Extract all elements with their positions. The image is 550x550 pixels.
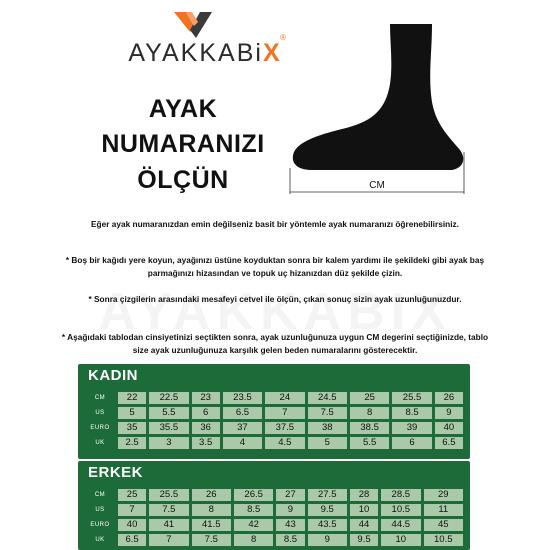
size-cell: 5.5 — [350, 437, 389, 449]
size-cell: 42 — [234, 519, 273, 531]
size-cell: 40 — [118, 519, 146, 531]
size-cell: 8.5 — [234, 504, 273, 516]
size-cell: 35.5 — [149, 422, 188, 434]
size-cell: 38.5 — [350, 422, 389, 434]
size-cell: 8.5 — [276, 534, 304, 546]
size-cell: 6.5 — [223, 407, 262, 419]
size-cell: 3 — [149, 437, 188, 449]
table-row — [85, 489, 463, 501]
size-cell: 26 — [192, 489, 231, 501]
step-2-paragraph: * Sonra çizgilerin arasındaki mesafeyi cetvel ile ölçün, çıkan sonuç sizin ayak uzunluğunuzdur. — [88, 294, 462, 304]
size-cell: 35 — [118, 422, 146, 434]
brand-wordmark — [105, 39, 305, 68]
brand-prefix: AYAKKABi — [128, 39, 263, 67]
size-cell: 8 — [192, 504, 231, 516]
size-cell: 41 — [149, 519, 188, 531]
size-cell: 38 — [308, 422, 347, 434]
size-cell: 37 — [223, 422, 262, 434]
size-cell: 41.5 — [192, 519, 231, 531]
row-label: EURO — [85, 422, 115, 434]
size-cell: 5.5 — [149, 407, 188, 419]
registered-mark: ® — [280, 33, 286, 42]
size-cell: 6 — [192, 407, 220, 419]
size-cell: 26 — [435, 392, 463, 404]
size-cell: 9 — [435, 407, 463, 419]
size-cell: 5 — [308, 437, 347, 449]
men-size-grid — [82, 486, 466, 549]
men-size-table — [78, 461, 470, 550]
women-table-title: KADIN — [88, 367, 138, 384]
table-row — [85, 407, 463, 419]
size-cell: 23.5 — [223, 392, 262, 404]
ayakkabix-logo-icon — [172, 10, 214, 40]
women-size-grid — [82, 389, 466, 452]
size-cell: 24.5 — [308, 392, 347, 404]
size-cell: 26.5 — [234, 489, 273, 501]
size-cell: 7 — [118, 504, 146, 516]
size-cell: 22 — [118, 392, 146, 404]
size-cell: 36 — [192, 422, 220, 434]
size-cell: 43 — [276, 519, 304, 531]
size-cell: 7.5 — [149, 504, 188, 516]
size-cell: 7 — [149, 534, 188, 546]
size-cell: 7.5 — [192, 534, 231, 546]
size-cell: 7.5 — [308, 407, 347, 419]
size-cell: 44.5 — [381, 519, 420, 531]
size-cell: 2.5 — [118, 437, 146, 449]
size-cell: 39 — [392, 422, 431, 434]
size-cell: 10.5 — [381, 504, 420, 516]
row-label: US — [85, 407, 115, 419]
size-cell: 25 — [118, 489, 146, 501]
size-cell: 9 — [308, 534, 347, 546]
size-cell: 29 — [424, 489, 464, 501]
size-cell: 9.5 — [350, 534, 378, 546]
size-cell: 25.5 — [392, 392, 431, 404]
size-cell: 45 — [424, 519, 464, 531]
size-cell: 27 — [276, 489, 304, 501]
size-cell: 3.5 — [192, 437, 220, 449]
step-3-paragraph: * Aşağıdaki tablodan cinsiyetinizi seçtikten sonra, ayak uzunluğunuza uygun CM degerini seçtiğinizde, tablo size ayak uzunluğunuza karşılık gelen beden numaralarını gösterecektir. — [61, 332, 489, 355]
size-cell: 37.5 — [265, 422, 304, 434]
size-cell: 6.5 — [118, 534, 146, 546]
table-row — [85, 437, 463, 449]
brand-suffix: X — [262, 39, 282, 67]
table-row — [85, 422, 463, 434]
size-cell: 9 — [276, 504, 304, 516]
size-cell: 10 — [350, 504, 378, 516]
foot-silhouette-icon — [282, 22, 472, 202]
size-cell: 8 — [234, 534, 273, 546]
measure-label: CM — [369, 180, 385, 191]
size-cell: 28 — [350, 489, 378, 501]
row-label: US — [85, 504, 115, 516]
size-cell: 25 — [350, 392, 389, 404]
men-table-title: ERKEK — [88, 464, 144, 481]
size-cell: 7 — [265, 407, 304, 419]
size-cell: 10.5 — [424, 534, 464, 546]
headline-line-1: AYAK — [148, 95, 218, 123]
size-cell: 28.5 — [381, 489, 420, 501]
size-cell: 11 — [424, 504, 464, 516]
women-size-table — [78, 364, 470, 459]
row-label: EURO — [85, 519, 115, 531]
size-cell: 5 — [118, 407, 146, 419]
size-cell: 44 — [350, 519, 378, 531]
size-cell: 8 — [350, 407, 389, 419]
size-cell: 23 — [192, 392, 220, 404]
size-cell: 4 — [223, 437, 262, 449]
size-cell: 40 — [435, 422, 463, 434]
step-1-paragraph: * Boş bir kağıdı yere koyun, ayağınızı üstüne koyduktan sonra bir kalem yardımı ile şekildeki gibi ayak baş parmağınızı hizasından ve topuk uç hizanızdan düz şekilde çizin. — [65, 255, 485, 278]
table-row — [85, 534, 463, 546]
intro-paragraph: Eğer ayak numaranızdan emin değilseniz basit bir yöntemle ayak numaranızı öğrenebilirsiniz. — [91, 219, 459, 229]
table-row — [85, 392, 463, 404]
size-cell: 25.5 — [149, 489, 188, 501]
row-label: CM — [85, 392, 115, 404]
table-row — [85, 504, 463, 516]
size-cell: 8.5 — [392, 407, 431, 419]
headline-line-2: NUMARANIZI — [101, 130, 265, 158]
size-cell: 43.5 — [308, 519, 347, 531]
size-cell: 6.5 — [435, 437, 463, 449]
size-cell: 24 — [265, 392, 304, 404]
size-cell: 6 — [392, 437, 431, 449]
headline-line-3: ÖLÇÜN — [137, 166, 229, 194]
size-cell: 4.5 — [265, 437, 304, 449]
row-label: UK — [85, 437, 115, 449]
table-row — [85, 519, 463, 531]
size-cell: 27.5 — [308, 489, 347, 501]
size-cell: 9.5 — [308, 504, 347, 516]
row-label: UK — [85, 534, 115, 546]
size-cell: 22.5 — [149, 392, 188, 404]
row-label: CM — [85, 489, 115, 501]
size-cell: 10 — [381, 534, 420, 546]
